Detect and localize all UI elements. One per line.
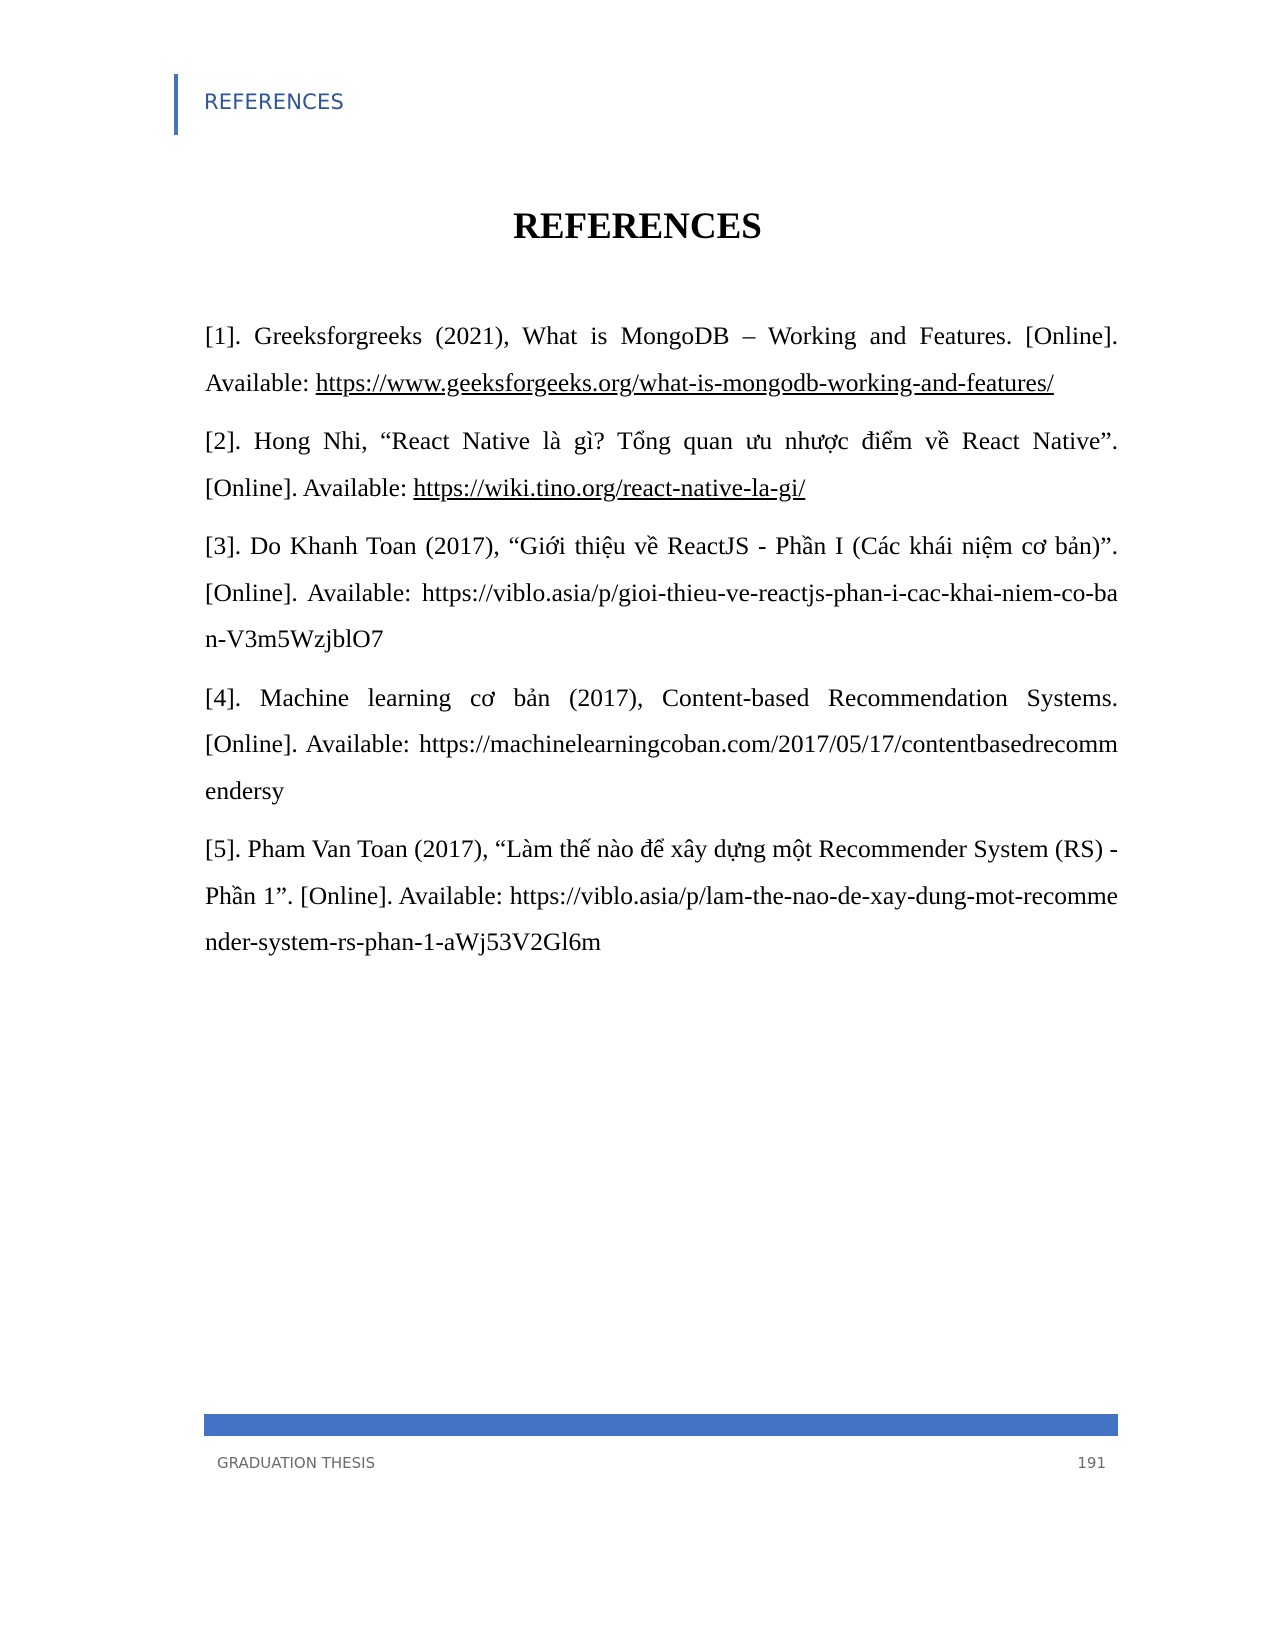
reference-url: https://machinelearningcoban.com/2017/05/17/contentbasedrecommendersy — [205, 729, 1118, 805]
reference-url: https://viblo.asia/p/lam-the-nao-de-xay-dung-mot-recommender-system-rs-phan-1-aWj53V2Gl6m — [205, 880, 1118, 956]
reference-list — [205, 313, 1118, 978]
reference-text: [5]. Pham Van Toan (2017), “Làm thế nào để xây dựng một Recommender System (RS) - Phần 1”. [Online]. Available: — [205, 834, 1118, 910]
footer-title: GRADUATION THESIS — [217, 1454, 376, 1472]
reference-link[interactable]: https://www.geeksforgeeks.org/what-is-mongodb-working-and-features/ — [315, 367, 1054, 397]
reference-url: https://viblo.asia/p/gioi-thieu-ve-reactjs-phan-i-cac-khai-niem-co-ban-V3m5WzjblO7 — [205, 577, 1118, 653]
reference-item-4 — [205, 675, 1118, 815]
reference-text: [3]. Do Khanh Toan (2017), “Giới thiệu về ReactJS - Phần I (Các khái niệm cơ bản)”. [Online]. Available: — [205, 531, 1118, 607]
footer-accent-bar — [204, 1414, 1118, 1436]
reference-item-3 — [205, 523, 1118, 663]
reference-item-5 — [205, 826, 1118, 966]
reference-text: [4]. Machine learning cơ bản (2017), Content-based Recommendation Systems. [Online]. Available: — [205, 682, 1118, 758]
reference-link[interactable]: https://wiki.tino.org/react-native-la-gi/ — [413, 472, 806, 502]
reference-text: [2]. Hong Nhi, “React Native là gì? Tổng quan ưu nhược điểm về React Native”. [Online]. Available: — [205, 426, 1118, 502]
page-number: 191 — [1077, 1454, 1106, 1472]
reference-item-1 — [205, 313, 1118, 406]
page-title: REFERENCES — [513, 206, 762, 247]
header-accent-bar — [174, 74, 178, 135]
reference-text: [1]. Greeksforgreeks (2021), What is MongoDB – Working and Features. [Online]. Available: — [205, 321, 1118, 397]
reference-item-2 — [205, 418, 1118, 511]
running-header: REFERENCES — [204, 90, 345, 114]
